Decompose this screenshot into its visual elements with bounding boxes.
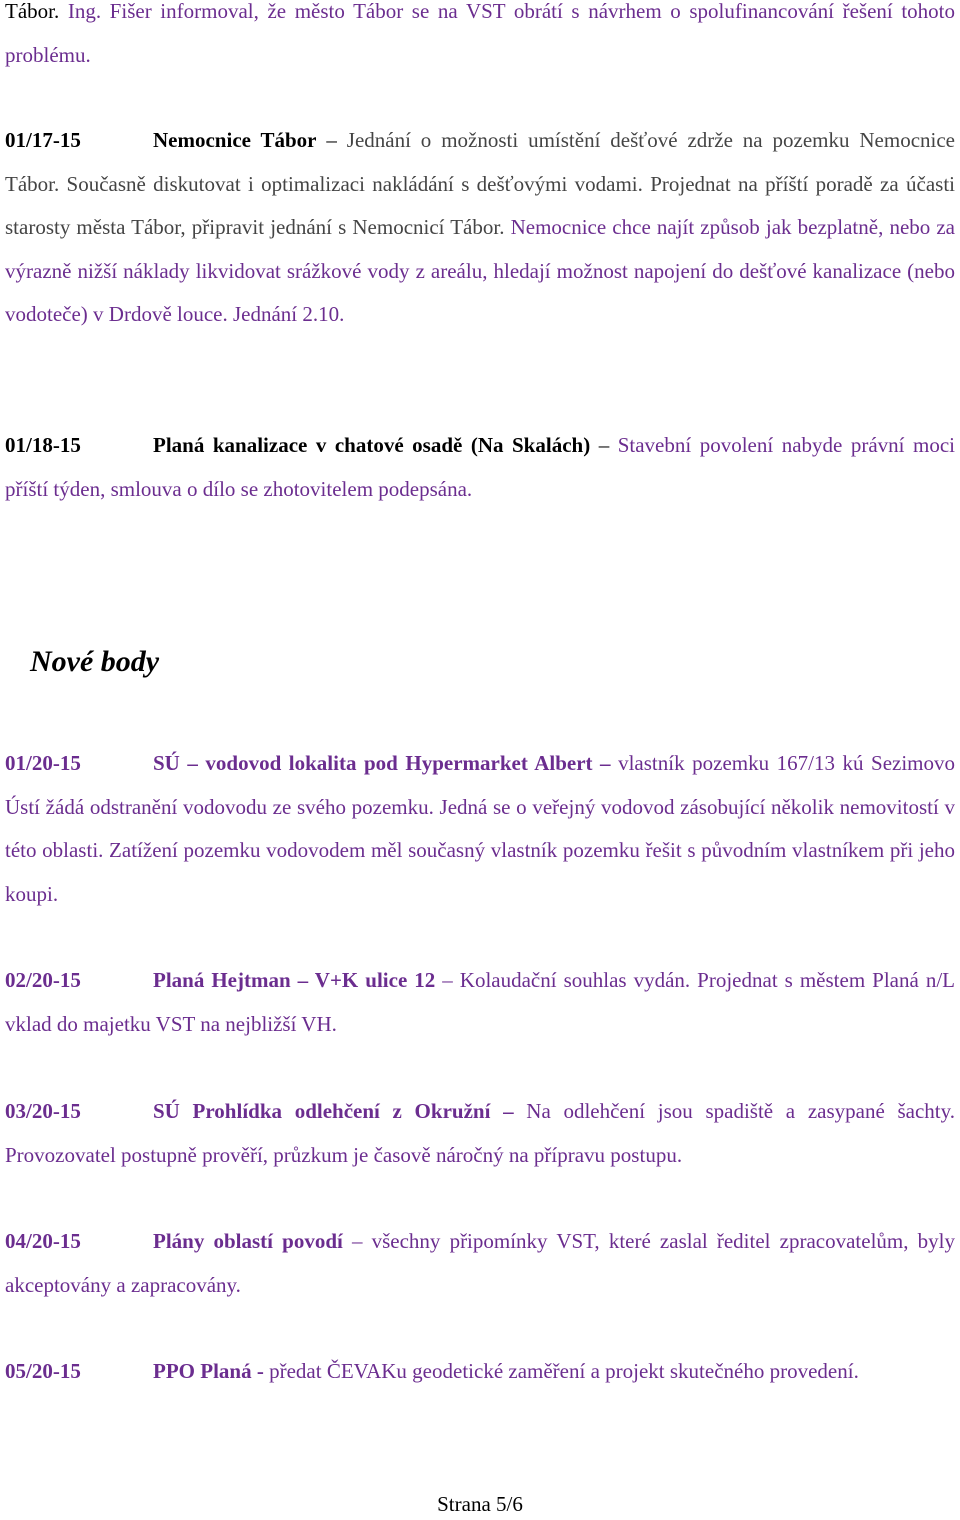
item-title: PPO Planá: [153, 1359, 252, 1383]
item-title: Plány oblastí povodí: [153, 1229, 343, 1253]
item-code: 02/20-15: [5, 968, 81, 992]
item-text-update: Nemocnice chce najít způsob jak bezplatně, nebo za výrazně nižší náklady likvidovat srážkové vody z areálu, hledají možnost napojení do dešťové kanalizace (nebo vodoteče) v Drdově louce. Jednání 2.10.: [5, 215, 956, 326]
item-title: Planá Hejtman – V+K ulice 12: [153, 968, 436, 992]
item-text: všechny připomínky VST, které zaslal ředitel zpracovatelům, byly akceptovány a zapracovány.: [5, 1229, 955, 1297]
item-dash: –: [342, 1229, 372, 1253]
intro-text-black: Tábor.: [5, 0, 68, 23]
item-title: SÚ – vodovod lokalita pod Hypermarket Albert: [153, 751, 593, 775]
item-dash: –: [592, 751, 619, 775]
item-dash: -: [251, 1359, 270, 1383]
item-05-20-15: [5, 1350, 955, 1394]
item-dash: –: [316, 128, 347, 152]
item-text: Na odlehčení jsou spadiště a zasypané šachty. Provozovatel postupně prověří, průzkum je časově náročný na přípravu postupu.: [5, 1099, 955, 1167]
item-code: 01/18-15: [5, 433, 81, 457]
intro-paragraph: [5, 0, 955, 77]
page-number: Strana 5/6: [437, 1492, 523, 1516]
item-dash: –: [435, 968, 460, 992]
item-text-update: Stavební povolení nabyde právní moci příští týden, smlouva o dílo se zhotovitelem podepsána.: [5, 433, 955, 501]
item-title: Nemocnice Tábor: [153, 128, 317, 152]
item-title: Planá kanalizace v chatové osadě (Na Skalách): [153, 433, 591, 457]
item-code: 05/20-15: [5, 1359, 81, 1383]
item-text: vlastník pozemku 167/13 kú Sezimovo Ústí žádá odstranění vodovodu ze svého pozemku. Jedná se o veřejný vodovod zásobující několik nemovitostí v této oblasti. Zatížení pozemku vodovodem měl současný vlastník pozemku řešit s původním vlastníkem při jeho koupi.: [5, 751, 956, 906]
item-code: 03/20-15: [5, 1099, 81, 1123]
item-01-20-15: [5, 742, 955, 916]
item-title: SÚ Prohlídka odlehčení z Okružní: [153, 1099, 491, 1123]
item-01-18-15: [5, 424, 955, 511]
item-text-old: Jednání o možnosti umístění dešťové zdrže na pozemku Nemocnice Tábor. Současně diskutovat i optimalizaci nakládání s dešťovými vodami. Projednat na příští poradě za účasti starosty města Tábor, připravit jednání s Nemocnicí Tábor.: [5, 128, 956, 239]
item-text: předat ČEVAKu geodetické zaměření a projekt skutečného provedení.: [269, 1359, 859, 1383]
item-dash: –: [590, 433, 618, 457]
item-text: Kolaudační souhlas vydán. Projednat s městem Planá n/L vklad do majetku VST na nejbližší VH.: [5, 968, 955, 1036]
item-02-20-15: [5, 959, 955, 1046]
item-code: 01/20-15: [5, 751, 81, 775]
item-dash: –: [490, 1099, 527, 1123]
item-code: 01/17-15: [5, 128, 81, 152]
item-04-20-15: [5, 1220, 955, 1307]
section-heading: Nové body: [30, 645, 160, 678]
item-01-17-15: [5, 119, 955, 337]
item-code: 04/20-15: [5, 1229, 81, 1253]
item-03-20-15: [5, 1090, 955, 1177]
intro-text-purple: Ing. Fišer informoval, že město Tábor se na VST obrátí s návrhem o spolufinancování řešení tohoto problému.: [5, 0, 956, 67]
